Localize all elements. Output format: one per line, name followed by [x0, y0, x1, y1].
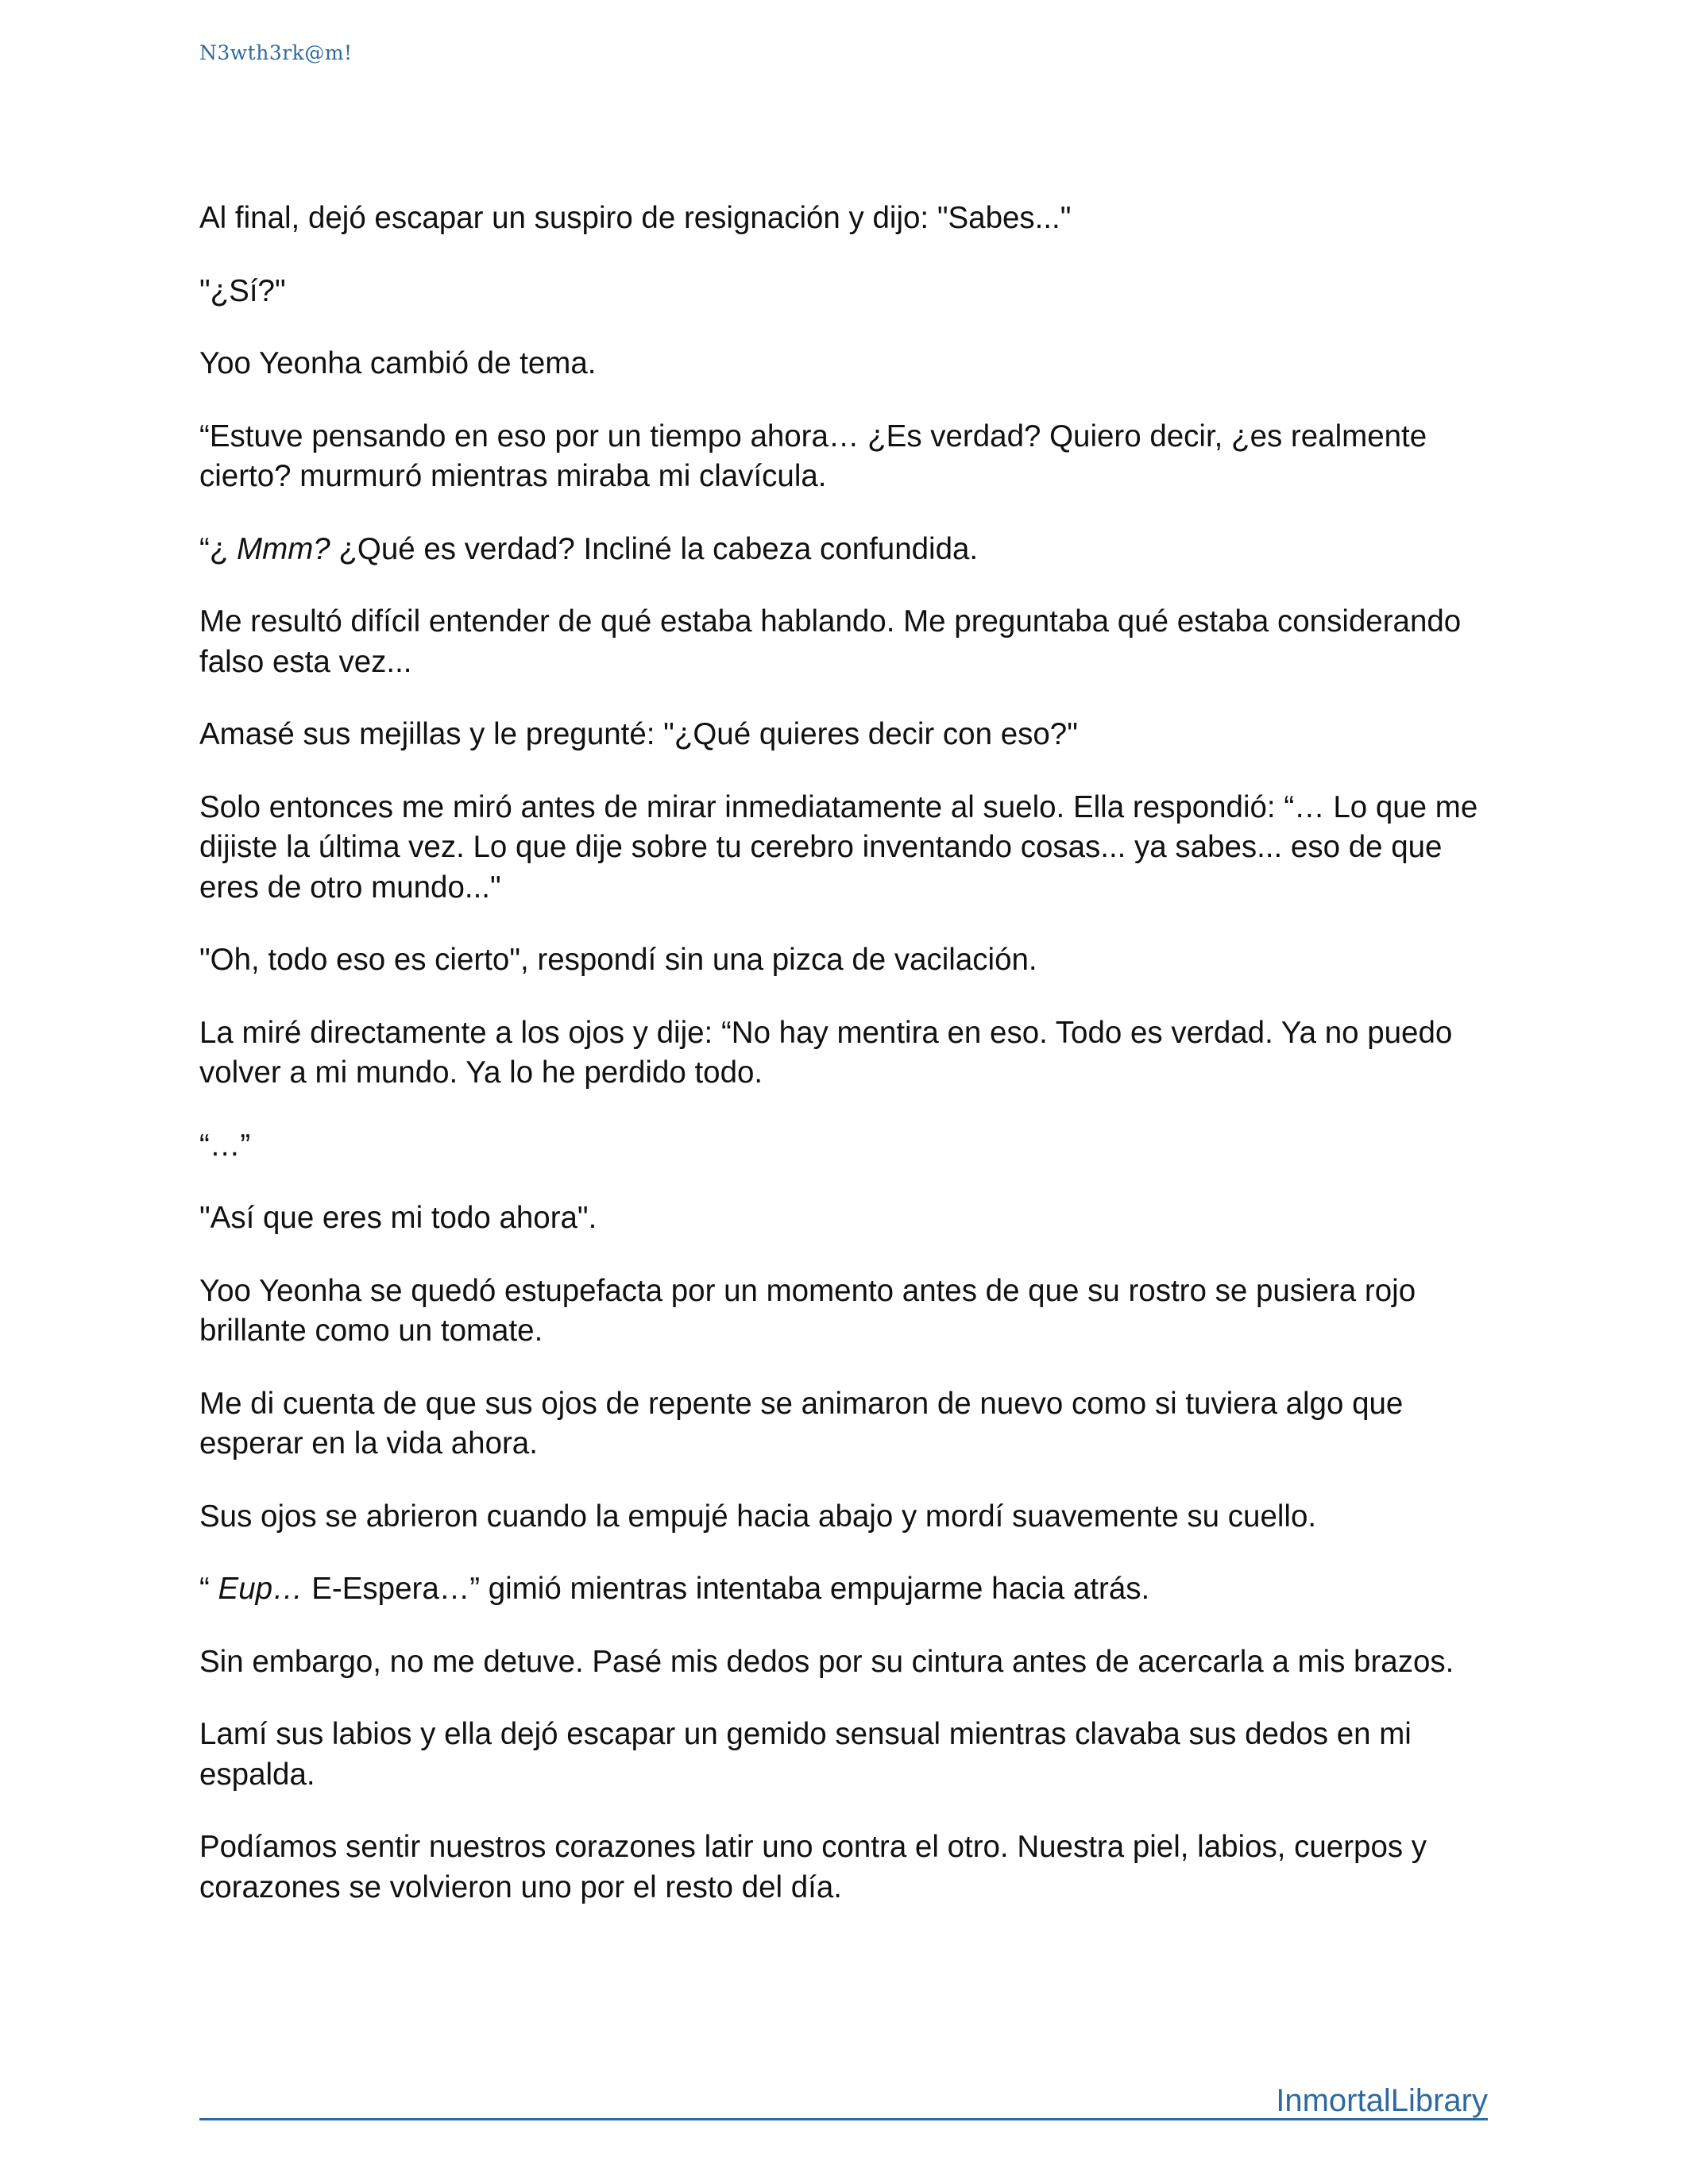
paragraph-text: Podíamos sentir nuestros corazones latir uno contra el otro. Nuestra piel, labios, cuerpos y corazones se volvieron uno por el resto del día. [199, 1830, 1427, 1904]
paragraph [199, 272, 1502, 312]
document-body [199, 199, 1502, 1940]
paragraph-text: "Oh, todo eso es cierto", respondí sin una pizca de vacilación. [199, 943, 1037, 977]
paragraph-text: “…” [199, 1128, 251, 1163]
paragraph-text: Sus ojos se abrieron cuando la empujé hacia abajo y mordí suavemente su cuello. [199, 1499, 1317, 1534]
paragraph-text: Lamí sus labios y ella dejó escapar un gemido sensual mientras clavaba sus dedos en mi espalda. [199, 1717, 1412, 1792]
page-header-watermark: N3wth3rk@m! [199, 41, 353, 64]
paragraph-text: Yoo Yeonha se quedó estupefacta por un momento antes de que su rostro se pusiera rojo brillante como un tomate. [199, 1273, 1416, 1348]
paragraph [199, 715, 1502, 755]
paragraph [199, 1384, 1502, 1464]
paragraph-text: Me di cuenta de que sus ojos de repente se animaron de nuevo como si tuviera algo que esperar en la vida ahora. [199, 1386, 1404, 1461]
paragraph [199, 788, 1502, 909]
paragraph-italic-text: Eup… [218, 1572, 303, 1606]
paragraph-text: Amasé sus mejillas y le pregunté: "¿Qué quieres decir con eso?" [199, 717, 1078, 751]
paragraph [199, 1569, 1502, 1610]
paragraph-text: “ [199, 1572, 218, 1606]
paragraph-text: Solo entonces me miró antes de mirar inmediatamente al suelo. Ella respondió: “… Lo que me dijiste la última vez. Lo que dije sobre tu cerebro inventando cosas... ya sabes... eso de que eres de otro mundo..." [199, 789, 1478, 905]
paragraph [199, 530, 1502, 570]
paragraph-text: La miré directamente a los ojos y dije: “No hay mentira en eso. Todo es verdad. Ya no puedo volver a mi mundo. Ya lo he perdido todo. [199, 1015, 1453, 1090]
paragraph-italic-text: Mmm? [237, 531, 330, 566]
paragraph-text: E-Espera…” gimió mientras intentaba empujarme hacia atrás. [303, 1572, 1150, 1606]
paragraph [199, 1642, 1502, 1683]
paragraph [199, 1827, 1502, 1908]
paragraph-text: Sin embargo, no me detuve. Pasé mis dedos por su cintura antes de acercarla a mis brazos. [199, 1644, 1454, 1679]
paragraph [199, 940, 1502, 981]
footer-library-link[interactable]: InmortalLibrary [1276, 2083, 1488, 2118]
paragraph-text: "Así que eres mi todo ahora". [199, 1201, 597, 1235]
paragraph [199, 1271, 1502, 1352]
paragraph-text: Me resultó difícil entender de qué estaba hablando. Me preguntaba qué estaba considerando falso esta vez... [199, 604, 1462, 679]
paragraph-text: “Estuve pensando en eso por un tiempo ahora… ¿Es verdad? Quiero decir, ¿es realmente cierto? murmuró mientras miraba mi clavícula. [199, 419, 1427, 493]
paragraph [199, 344, 1502, 384]
paragraph [199, 1497, 1502, 1538]
paragraph [199, 199, 1502, 239]
paragraph-text: “¿ [199, 531, 238, 566]
paragraph [199, 1715, 1502, 1795]
paragraph [199, 417, 1502, 497]
paragraph-text: Yoo Yeonha cambió de tema. [199, 346, 597, 380]
paragraph-text: "¿Sí?" [199, 273, 286, 308]
paragraph-text: ¿Qué es verdad? Incliné la cabeza confundida. [330, 531, 979, 566]
paragraph [199, 1013, 1502, 1094]
paragraph [199, 1198, 1502, 1239]
paragraph-text: Al final, dejó escapar un suspiro de resignación y dijo: "Sabes..." [199, 201, 1072, 235]
paragraph [199, 602, 1502, 682]
paragraph [199, 1126, 1502, 1167]
